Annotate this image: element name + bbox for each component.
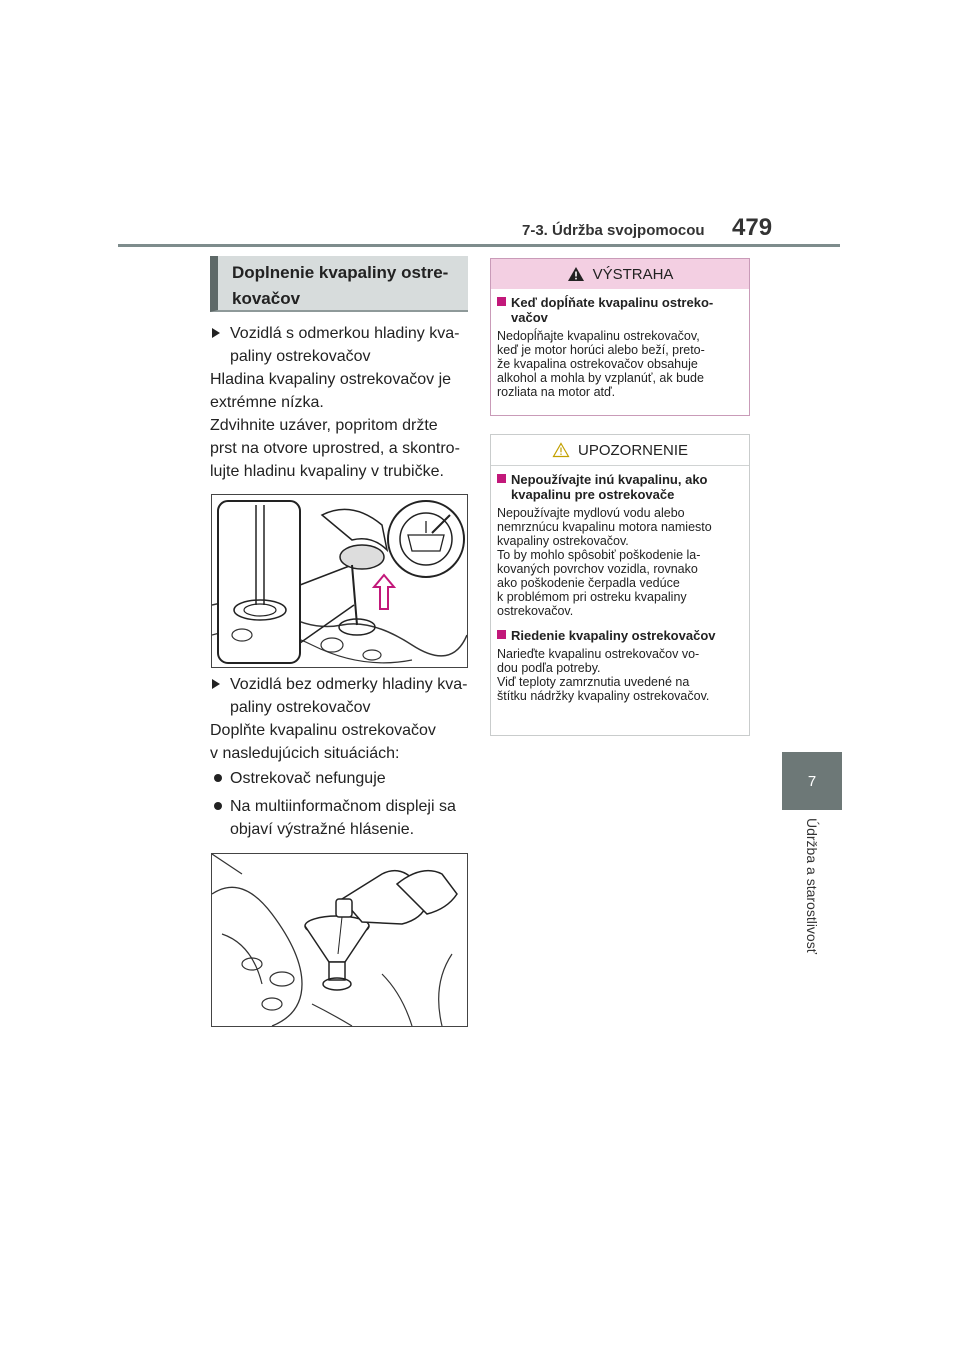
- square-bullet-icon: [497, 630, 506, 639]
- caution-triangle-icon: [552, 442, 570, 458]
- bullet-dot-icon: [214, 802, 222, 810]
- illustration-gauge-check: [211, 494, 468, 668]
- notice-subheading-fluid: Nepoužívajte inú kvapalinu, ako kvapalinu pre ostrekovače: [497, 472, 743, 502]
- warning-box: [490, 258, 750, 416]
- warning-triangle-icon: [567, 266, 585, 282]
- notice-body-fluid: Nepoužívajte mydlovú vodu alebo nemrznúcu kvapalinu motora namiesto kvapaliny ostrekovačov. To by mohlo spôsobiť poškodenie la- kovaných povrchov vozidla, rovnako ako poškodenie čerpadla vedúce k problémom pri ostreku kvapaliny ostrekovačov.: [497, 506, 712, 618]
- page-number: 479: [732, 214, 773, 241]
- warning-body: Nedopĺňajte kvapalinu ostrekovačov, keď je motor horúci alebo beží, preto- že kvapalina ostrekovačov obsahuje alkohol a mohla by vzplanúť, ak bude rozliata na motor atď.: [497, 329, 705, 399]
- section-heading: Doplnenie kvapaliny ostre- kovačov: [210, 256, 468, 312]
- notice-box: [490, 434, 750, 736]
- chapter-title-text: Údržba a starostlivosť: [804, 818, 820, 954]
- refilling-funnel-drawing: [212, 854, 467, 1026]
- list-item-without-gauge: Vozidlá bez odmerky hladiny kva- paliny ostrekovačov: [212, 673, 467, 719]
- bullet-washer-not-working: Ostrekovač nefunguje: [212, 767, 386, 790]
- notice-header: [491, 435, 749, 466]
- notice-subheading-dilution: Riedenie kvapaliny ostrekovačov: [497, 628, 743, 643]
- square-bullet-icon: [497, 297, 506, 306]
- notice-body-dilution: Narieďte kvapalinu ostrekovačov vo- dou podľa potreby. Viď teploty zamrznutia uvedené na štítku nádržky kvapaliny ostrekovačov.: [497, 647, 710, 703]
- chapter-title: [782, 818, 842, 988]
- chapter-number: 7: [807, 772, 817, 790]
- illustration-refilling: [211, 853, 468, 1027]
- warning-subheading: Keď dopĺňate kvapalinu ostreko- vačov: [497, 295, 743, 325]
- square-bullet-icon: [497, 474, 506, 483]
- header-divider: [118, 244, 840, 247]
- list-item-with-gauge: Vozidlá s odmerkou hladiny kva- paliny ostrekovačov: [212, 322, 459, 368]
- bullet-dot-icon: [214, 774, 222, 782]
- arrow-bullet-icon: [212, 328, 220, 338]
- paragraph-check-level: Zdvihnite uzáver, popritom držte prst na otvore uprostred, a skontro- lujte hladinu kvapaliny v trubičke.: [210, 417, 460, 480]
- notice-title: UPOZORNENIE: [577, 441, 688, 459]
- paragraph-refill-when: Doplňte kvapalinu ostrekovačov v nasledujúcich situáciách:: [210, 722, 436, 762]
- chapter-tab: [782, 752, 842, 810]
- warning-header: [491, 259, 749, 289]
- washer-gauge-drawing: [212, 495, 467, 667]
- bullet-warning-message: Na multiinformačnom displeji sa objaví výstražné hlásenie.: [212, 795, 456, 841]
- warning-title: VÝSTRAHA: [592, 265, 674, 283]
- paragraph-low-level: Hladina kvapaliny ostrekovačov je extrémne nízka.: [210, 371, 452, 411]
- section-title: 7-3. Údržba svojpomocou: [522, 222, 705, 239]
- arrow-bullet-icon: [212, 679, 220, 689]
